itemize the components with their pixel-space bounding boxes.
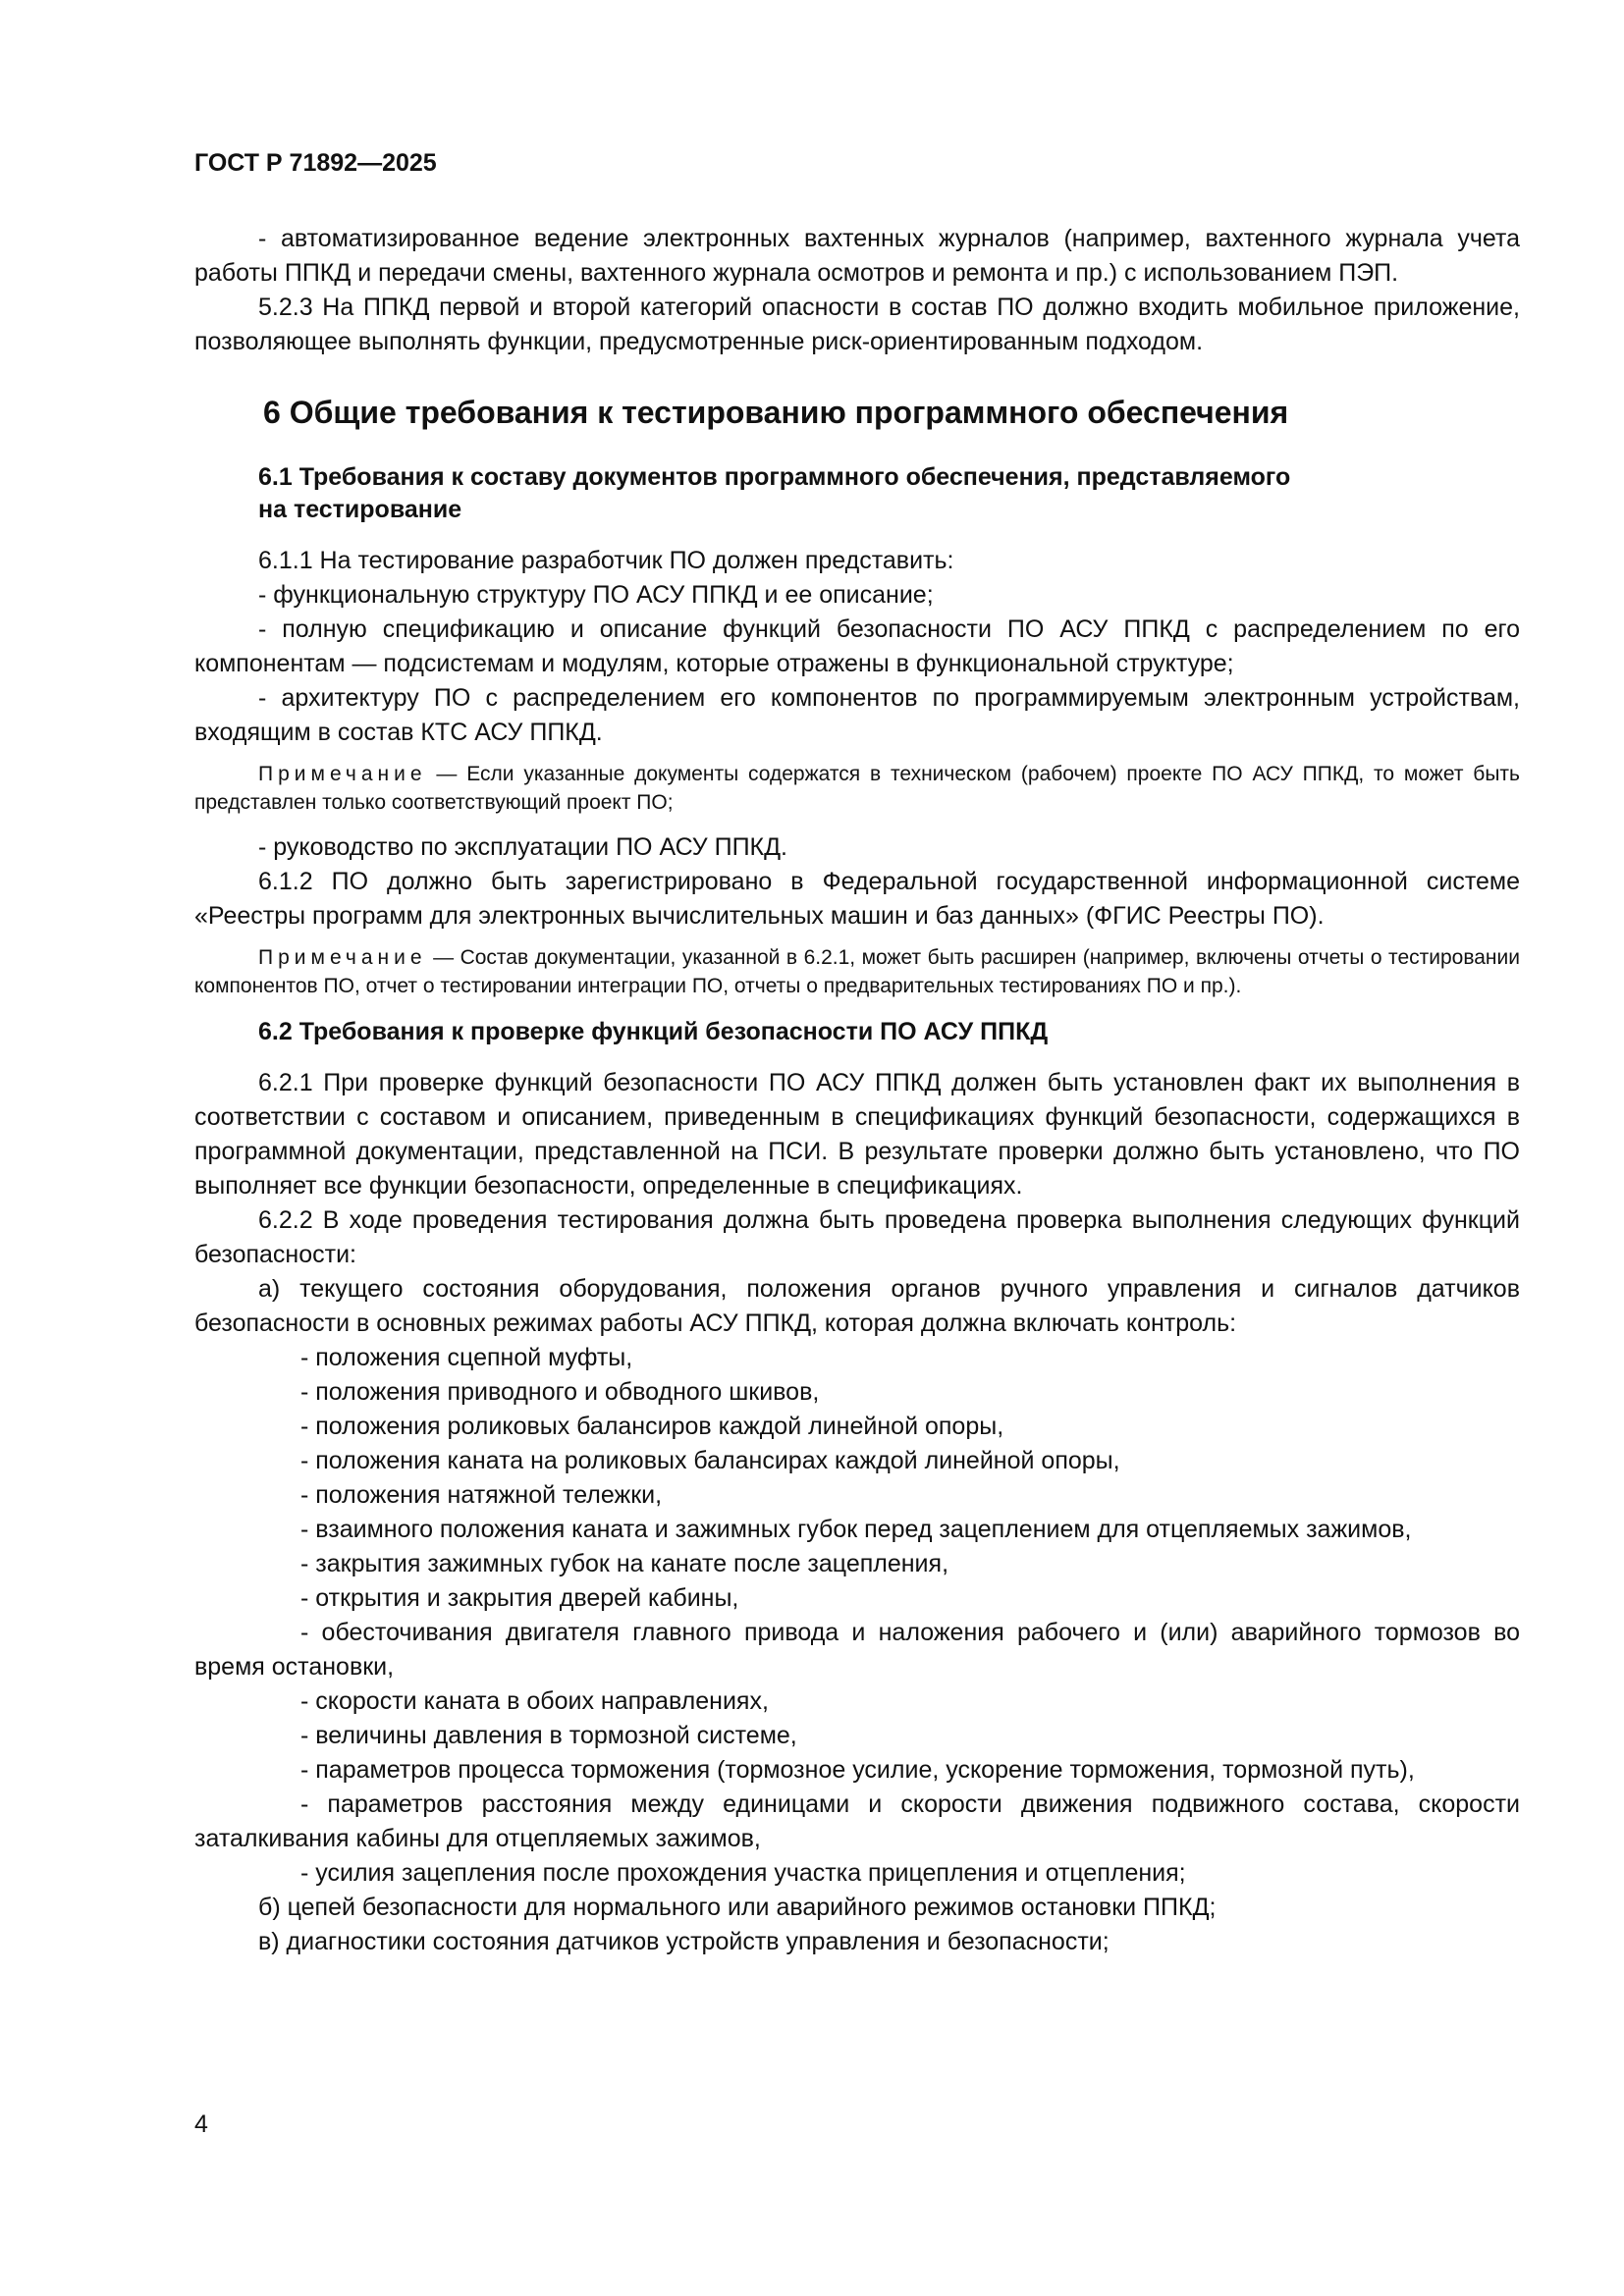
- list-item-b: б) цепей безопасности для нормального или аварийного режимов остановки ППКД;: [258, 1894, 1217, 1921]
- paragraph-5-2-3: 5.2.3 На ППКД первой и второй категорий опасности в состав ПО должно входить мобильное приложение, позволяющее выполнять функции, предусмотренные риск-ориентированным подходом.: [194, 294, 1520, 355]
- sub-list-item: - взаимного положения каната и зажимных губок перед зацеплением для отцепляемых зажимов,: [300, 1516, 1412, 1543]
- subsection-6-1-title: [194, 461, 1520, 526]
- note-label: Примечание: [258, 946, 427, 969]
- note-1: [194, 760, 1520, 817]
- document-header: ГОСТ Р 71892—2025: [194, 149, 437, 177]
- note-label: Примечание: [258, 763, 427, 785]
- list-item: - руководство по эксплуатации ПО АСУ ППКД.: [258, 833, 788, 861]
- page-number: 4: [194, 2110, 208, 2138]
- sub-list-item: - открытия и закрытия дверей кабины,: [300, 1584, 739, 1612]
- sub-list-item: - параметров расстояния между единицами и скорости движения подвижного состава, скорости заталкивания кабины для отцепляемых зажимов,: [194, 1790, 1520, 1852]
- sub-list-item: - положения сцепной муфты,: [300, 1344, 633, 1371]
- sub-list-item: - обесточивания двигателя главного привода и наложения рабочего и (или) аварийного тормозов во время остановки,: [194, 1619, 1520, 1681]
- sub-list-item: - закрытия зажимных губок на канате после зацепления,: [300, 1550, 949, 1577]
- list-item-v: в) диагностики состояния датчиков устройств управления и безопасности;: [258, 1928, 1110, 1955]
- sub-list-item: - параметров процесса торможения (тормозное усилие, ускорение торможения, тормозной путь),: [300, 1756, 1415, 1784]
- section-6-title: 6 Общие требования к тестированию программного обеспечения: [263, 395, 1289, 430]
- list-item-a: а) текущего состояния оборудования, положения органов ручного управления и сигналов датчиков безопасности в основных режимах работы АСУ ППКД, которая должна включать контроль:: [194, 1275, 1520, 1337]
- paragraph-6-2-2: 6.2.2 В ходе проведения тестирования должна быть проведена проверка выполнения следующих функций безопасности:: [194, 1206, 1520, 1268]
- paragraph-6-2-1: 6.2.1 При проверке функций безопасности ПО АСУ ППКД должен быть установлен факт их выполнения в соответствии с составом и описанием, приведенным в спецификациях функций безопасности, содержащихся в программной документации, представленной на ПСИ. В результате проверки должно быть установлено, что ПО выполняет все функции безопасности, определенные в спецификациях.: [194, 1069, 1520, 1200]
- sub-list-item: - положения приводного и обводного шкивов,: [300, 1378, 820, 1406]
- subsection-6-1-title-line2: на тестирование: [258, 496, 462, 523]
- subsection-6-1-title-line1: 6.1 Требования к составу документов программного обеспечения, представляемого: [258, 463, 1291, 491]
- paragraph-6-1-2: 6.1.2 ПО должно быть зарегистрировано в Федеральной государственной информационной системе «Реестры программ для электронных вычислительных машин и баз данных» (ФГИС Реестры ПО).: [194, 868, 1520, 930]
- list-item: - полную спецификацию и описание функций безопасности ПО АСУ ППКД с распределением по его компонентам — подсистемам и модулям, которые отражены в функциональной структуре;: [194, 615, 1520, 677]
- paragraph-6-1-1: 6.1.1 На тестирование разработчик ПО должен представить:: [258, 547, 954, 574]
- sub-list-item: - усилия зацепления после прохождения участка прицепления и отцепления;: [300, 1859, 1186, 1887]
- list-item: - архитектуру ПО с распределением его компонентов по программируемым электронным устройствам, входящим в состав КТС АСУ ППКД.: [194, 684, 1520, 746]
- list-item: - функциональную структуру ПО АСУ ППКД и ее описание;: [258, 581, 934, 609]
- sub-list-item: - положения натяжной тележки,: [300, 1481, 663, 1509]
- sub-list-item: - скорости каната в обоих направлениях,: [300, 1687, 769, 1715]
- sub-list-item: - положения каната на роликовых балансирах каждой линейной опоры,: [300, 1447, 1120, 1474]
- note-2: [194, 943, 1520, 1000]
- note-text: — Если указанные документы содержатся в техническом (рабочем) проекте ПО АСУ ППКД, то может быть представлен только соответствующий проект ПО;: [194, 763, 1520, 814]
- note-text: — Состав документации, указанной в 6.2.1, может быть расширен (например, включены отчеты о тестировании компонентов ПО, отчет о тестировании интеграции ПО, отчеты о предварительных тестированиях ПО и пр.).: [194, 946, 1520, 997]
- document-body: [194, 222, 1520, 1959]
- paragraph-ep-journals: - автоматизированное ведение электронных вахтенных журналов (например, вахтенного журнала учета работы ППКД и передачи смены, вахтенного журнала осмотров и ремонта и пр.) с использованием ПЭП.: [194, 225, 1520, 287]
- sub-list-item: - величины давления в тормозной системе,: [300, 1722, 797, 1749]
- subsection-6-2-title: 6.2 Требования к проверке функций безопасности ПО АСУ ППКД: [258, 1018, 1049, 1045]
- sub-list-item: - положения роликовых балансиров каждой линейной опоры,: [300, 1413, 1004, 1440]
